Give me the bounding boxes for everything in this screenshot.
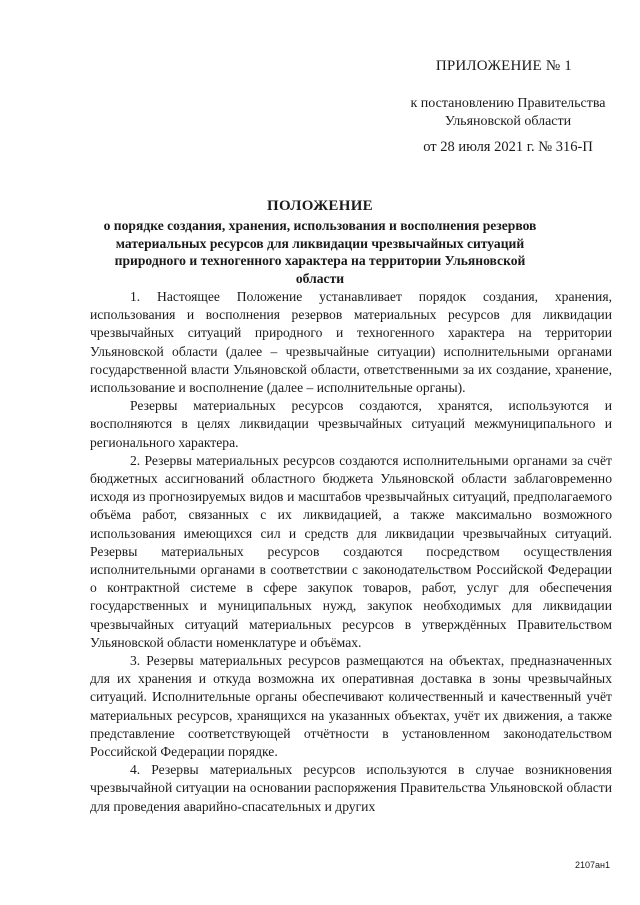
resolution-reference: к постановлению Правительства Ульяновской области — [410, 96, 606, 129]
document-subtitle: о порядке создания, хранения, использования и восполнения резервов материальных ресурсов для ликвидации чрезвычайных ситуаций природного и техногенного характера на территории Ульяновской области — [103, 218, 537, 286]
document-body — [90, 288, 612, 816]
paragraph-2: 2. Резервы материальных ресурсов создаются исполнительными органами за счёт бюджетных ассигнований областного бюджета Ульяновской области заблаговременно исходя из прогнозируемых видов и масштабов чрезвычайных ситуаций, предполагаемого объёма работ, связанных с их ликвидацией, а также максимально возможного использования имеющихся сил и средств для ликвидации чрезвычайных ситуаций. Резервы материальных ресурсов создаются посредством осуществления исполнительными органами в соответствии с законодательством Российской Федерации о контрактной системе в сфере закупок товаров, работ, услуг для обеспечения государственных и муниципальных нужд, закупок необходимых для ликвидации чрезвычайных ситуаций материальных ресурсов в утверждённых Правительством Ульяновской области номенклатуре и объёмах. — [90, 452, 612, 650]
document-title-block — [90, 198, 550, 287]
paragraph-4: 4. Резервы материальных ресурсов используются в случае возникновения чрезвычайной ситуации на основании распоряжения Правительства Ульяновской области для проведения аварийно-спасательных и других — [90, 762, 612, 814]
paragraph-3: 3. Резервы материальных ресурсов размещаются на объектах, предназначенных для их хранения и откуда возможна их оперативная доставка в зоны чрезвычайных ситуаций. Исполнительные органы обеспечивают количественный и качественный учёт материальных ресурсов, хранящихся на указанных объектах, учёт их движения, а также представление соответствующей отчётности в установленном законодательством Российской Федерации порядке. — [90, 653, 612, 760]
resolution-date: от 28 июля 2021 г. № 316-П — [423, 139, 593, 155]
paragraph-1-continued: Резервы материальных ресурсов создаются, хранятся, используются и восполняются в целях ликвидации чрезвычайных ситуаций межмуниципального и регионального характера. — [90, 398, 612, 450]
paragraph-1: 1. Настоящее Положение устанавливает порядок создания, хранения, использования и восполнения резервов материальных ресурсов для ликвидации чрезвычайных ситуаций природного и техногенного характера на территории Ульяновской области (далее – чрезвычайные ситуации) исполнительными органами государственной власти Ульяновской области, ответственными за их создание, хранение, использование и восполнение (далее – исполнительные органы). — [90, 289, 612, 396]
footer-document-code: 2107ан1 — [574, 860, 610, 870]
document-title: ПОЛОЖЕНИЕ — [267, 198, 373, 214]
appendix-label: ПРИЛОЖЕНИЕ № 1 — [435, 58, 572, 74]
